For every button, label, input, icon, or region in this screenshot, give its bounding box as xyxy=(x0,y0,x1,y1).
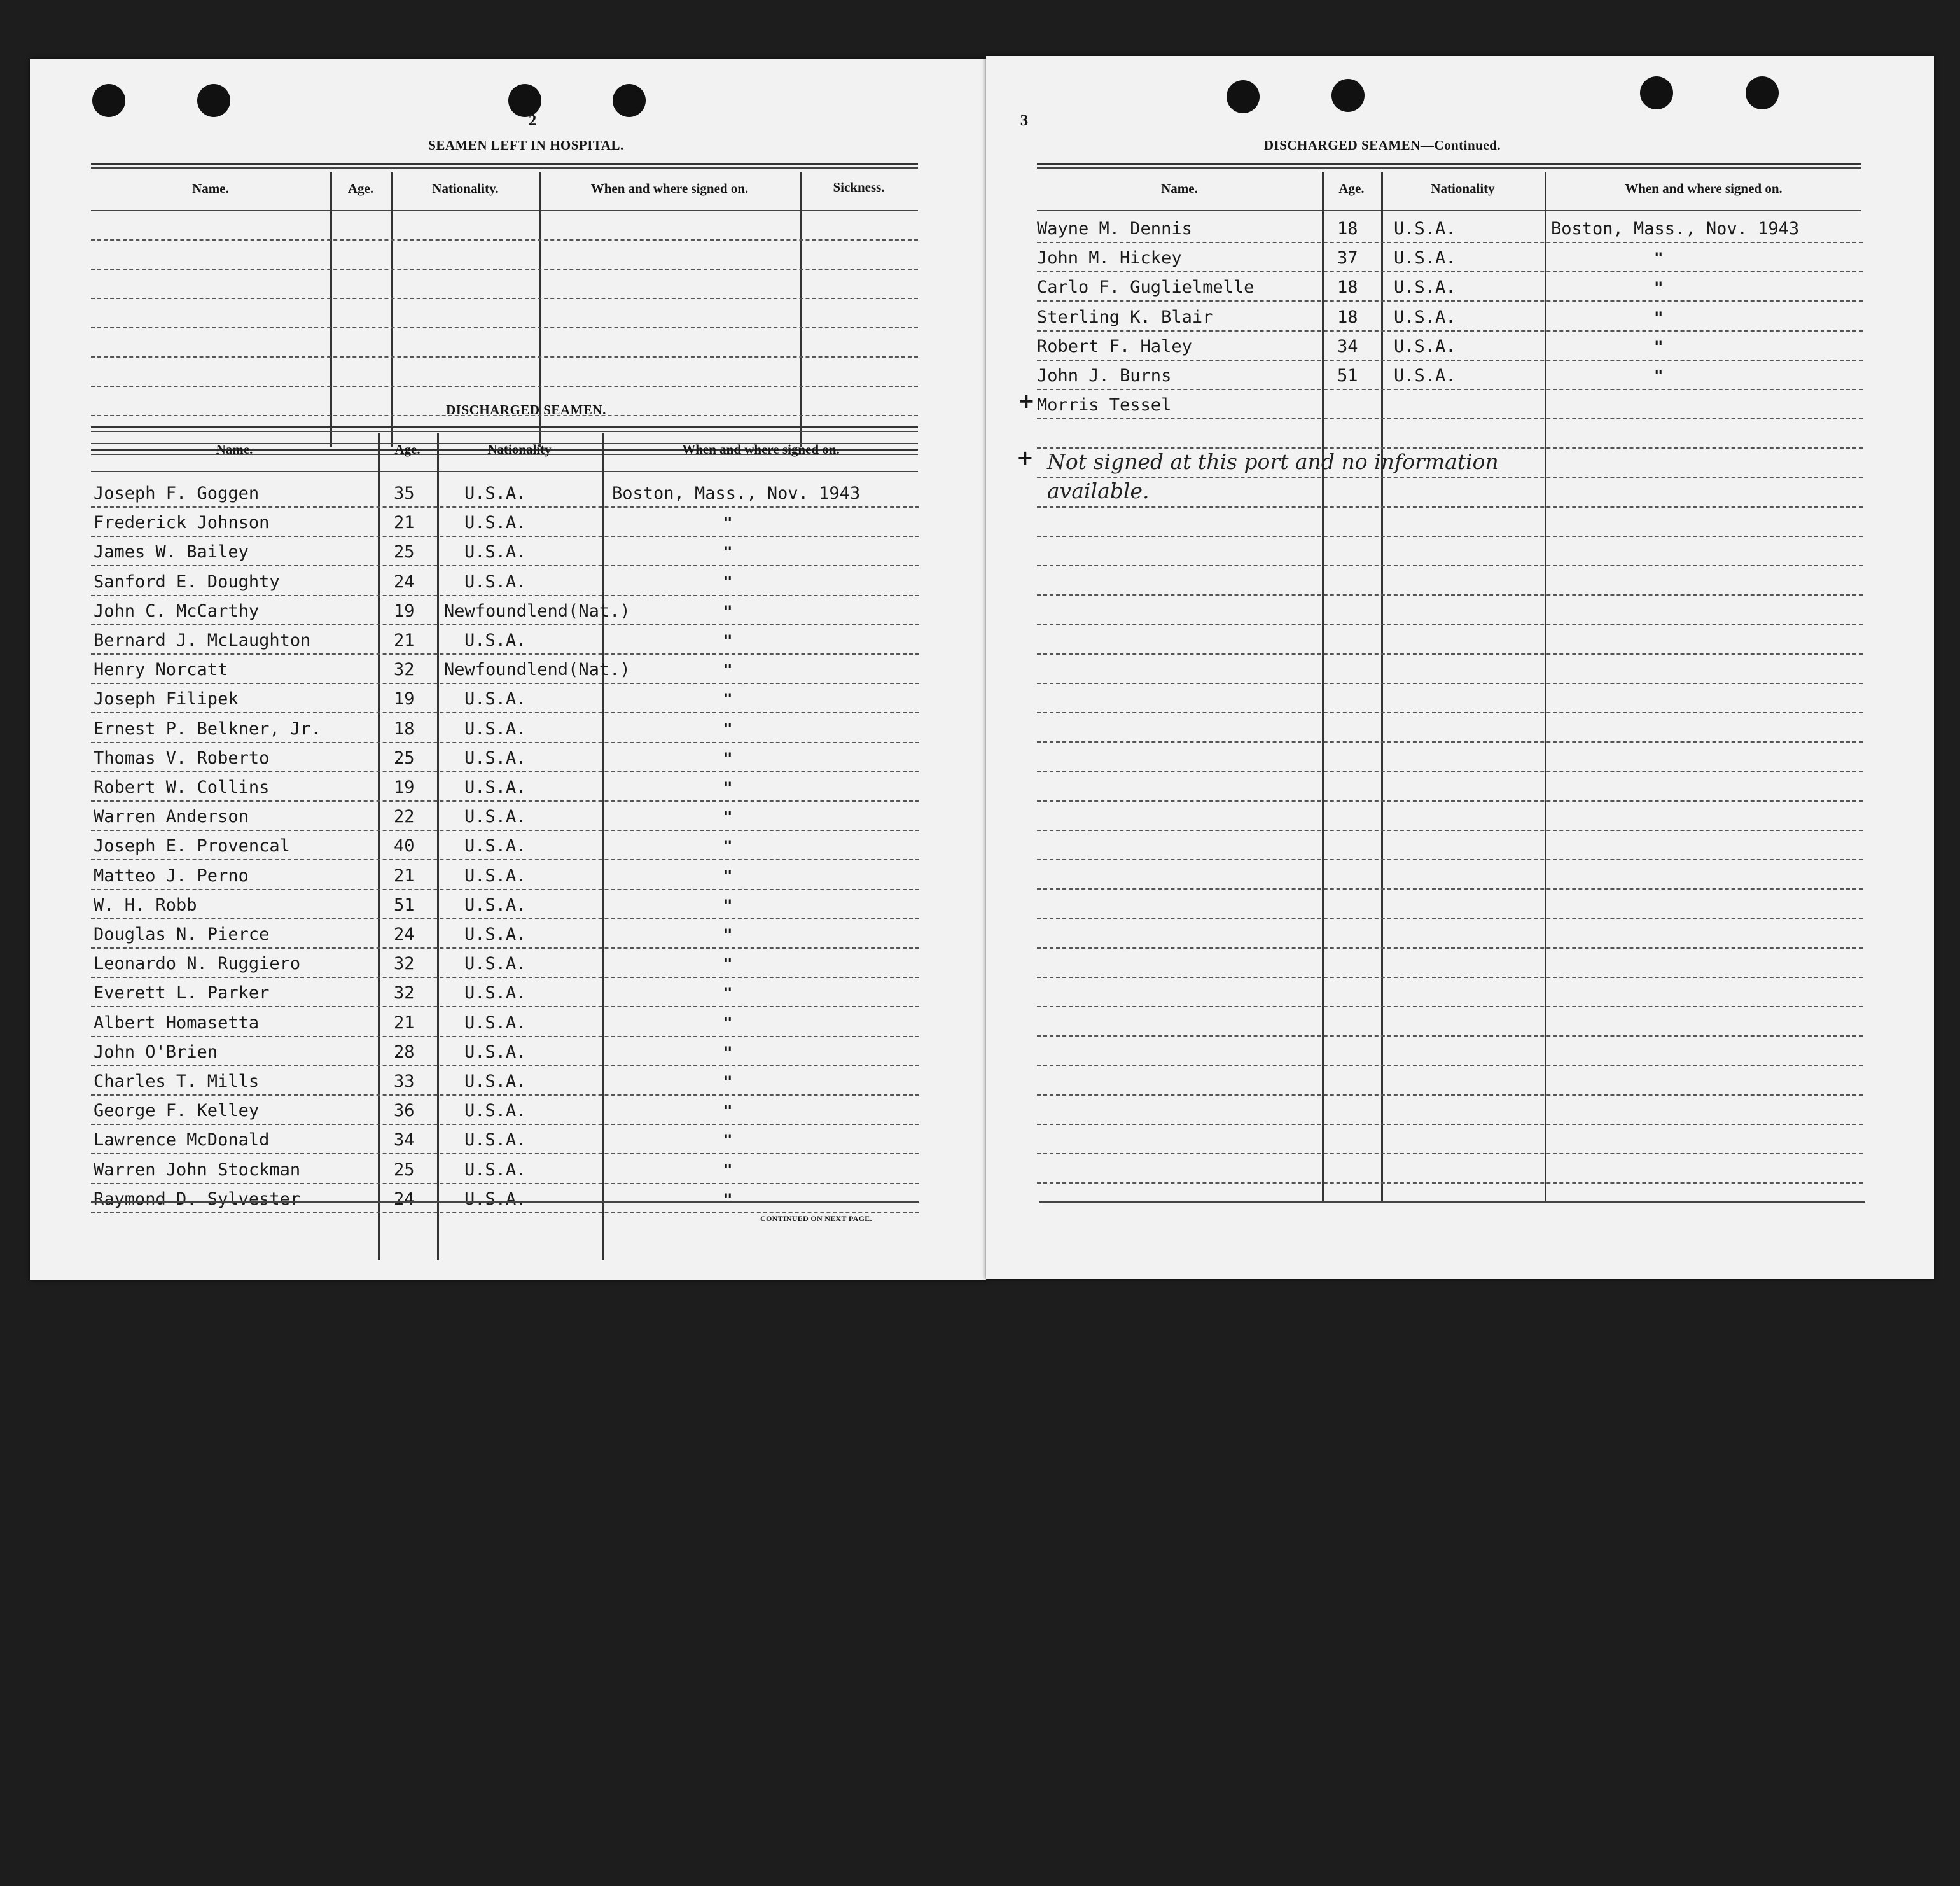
seaman-age: 25 xyxy=(394,748,415,768)
seaman-age: 34 xyxy=(394,1130,415,1150)
table-top-rule xyxy=(1037,163,1861,169)
seaman-age: 18 xyxy=(1337,277,1358,297)
column-divider xyxy=(800,172,802,447)
seaman-nationality: U.S.A. xyxy=(464,1072,527,1091)
seaman-nationality: U.S.A. xyxy=(464,866,527,886)
seaman-name: Leonardo N. Ruggiero xyxy=(94,954,301,974)
row-line xyxy=(1037,418,1863,419)
ditto-mark: " xyxy=(1654,367,1664,385)
ditto-mark: " xyxy=(723,1191,733,1208)
row-line xyxy=(91,565,919,566)
seaman-nationality: Newfoundlend(Nat.) xyxy=(444,660,630,680)
row-line xyxy=(91,1065,919,1066)
row-line xyxy=(91,947,919,949)
ditto-mark: " xyxy=(723,1131,733,1149)
ditto-mark: " xyxy=(723,808,733,826)
seaman-age: 34 xyxy=(1337,337,1358,356)
row-line xyxy=(1037,800,1863,802)
seaman-nationality: U.S.A. xyxy=(464,1130,527,1150)
seaman-name: James W. Bailey xyxy=(94,542,249,562)
seaman-name: Douglas N. Pierce xyxy=(94,925,270,944)
seaman-name: Sanford E. Doughty xyxy=(94,572,280,592)
ditto-mark: " xyxy=(723,955,733,973)
row-line xyxy=(91,1036,919,1037)
row-line xyxy=(91,918,919,919)
header-signed-on: When and where signed on. xyxy=(682,442,840,457)
seaman-age: 18 xyxy=(1337,219,1358,239)
row-line xyxy=(91,712,919,713)
seaman-nationality: U.S.A. xyxy=(1394,248,1456,268)
row-line xyxy=(91,1212,919,1213)
punch-hole xyxy=(92,84,125,117)
ditto-mark: " xyxy=(1654,309,1664,326)
ditto-mark: " xyxy=(723,632,733,650)
discharged-title: DISCHARGED SEAMEN. xyxy=(446,402,606,417)
signed-on: Boston, Mass., Nov. 1943 xyxy=(1551,219,1800,239)
row-line xyxy=(1037,977,1863,978)
row-line xyxy=(91,624,919,625)
seaman-name: Morris Tessel xyxy=(1037,395,1172,415)
seaman-age: 18 xyxy=(1337,307,1358,327)
seaman-nationality: U.S.A. xyxy=(464,513,527,533)
punch-hole xyxy=(1640,76,1673,109)
seaman-age: 19 xyxy=(394,601,415,621)
seaman-age: 32 xyxy=(394,983,415,1003)
seaman-age: 21 xyxy=(394,631,415,650)
page-number: 2 xyxy=(528,112,537,129)
row-line xyxy=(1037,1035,1863,1037)
row-line xyxy=(1037,565,1863,566)
hospital-title: SEAMEN LEFT IN HOSPITAL. xyxy=(428,137,624,153)
row-line xyxy=(1037,389,1863,390)
ditto-mark: " xyxy=(723,1044,733,1061)
ditto-mark: " xyxy=(1654,338,1664,356)
ditto-mark: " xyxy=(723,926,733,944)
seaman-nationality: U.S.A. xyxy=(464,1160,527,1180)
seaman-nationality: U.S.A. xyxy=(464,1013,527,1033)
row-line xyxy=(1037,536,1863,537)
seaman-name: Raymond D. Sylvester xyxy=(94,1189,301,1209)
seaman-name: Wayne M. Dennis xyxy=(1037,219,1192,239)
row-line xyxy=(91,977,919,978)
header-signed-on: When and where signed on. xyxy=(590,181,749,196)
row-line xyxy=(91,536,919,537)
seaman-nationality: U.S.A. xyxy=(464,748,527,768)
seaman-nationality: U.S.A. xyxy=(464,1189,527,1209)
page-number: 3 xyxy=(1020,112,1029,129)
seaman-nationality: U.S.A. xyxy=(464,895,527,915)
seaman-nationality: U.S.A. xyxy=(464,631,527,650)
continued-title: DISCHARGED SEAMEN—Continued. xyxy=(1263,137,1501,153)
ditto-mark: " xyxy=(723,837,733,855)
seaman-age: 21 xyxy=(394,513,415,533)
ditto-mark: " xyxy=(723,779,733,797)
row-line xyxy=(91,771,919,772)
header-name: Name. xyxy=(1161,181,1198,196)
seaman-age: 21 xyxy=(394,1013,415,1033)
blank-row-line xyxy=(91,356,918,358)
header-rule xyxy=(1037,210,1861,211)
seaman-nationality: U.S.A. xyxy=(464,778,527,797)
seaman-name: Warren Anderson xyxy=(94,807,249,827)
seaman-name: Joseph F. Goggen xyxy=(94,484,260,503)
seaman-age: 33 xyxy=(394,1072,415,1091)
row-line xyxy=(1037,1124,1863,1125)
ditto-mark: " xyxy=(723,1102,733,1120)
seaman-nationality: U.S.A. xyxy=(464,983,527,1003)
seaman-name: Charles T. Mills xyxy=(94,1072,260,1091)
row-line xyxy=(1037,271,1863,272)
header-age: Age. xyxy=(347,181,374,196)
punch-hole xyxy=(1331,79,1365,112)
seaman-age: 40 xyxy=(394,836,415,856)
blank-row-line xyxy=(91,298,918,299)
seaman-name: George F. Kelley xyxy=(94,1101,260,1121)
table-bottom-rule xyxy=(1039,1201,1865,1203)
ditto-mark: " xyxy=(723,690,733,708)
column-divider xyxy=(437,433,439,1260)
row-line xyxy=(1037,947,1863,949)
seaman-name: Thomas V. Roberto xyxy=(94,748,270,768)
header-rule xyxy=(91,471,918,472)
row-line xyxy=(1037,683,1863,684)
note-mark: + xyxy=(1017,445,1034,470)
continued-note: CONTINUED ON NEXT PAGE. xyxy=(760,1214,872,1223)
seaman-name: Henry Norcatt xyxy=(94,660,228,680)
row-line xyxy=(1037,300,1863,302)
seaman-nationality: U.S.A. xyxy=(464,572,527,592)
row-line xyxy=(1037,1006,1863,1007)
ditto-mark: " xyxy=(723,720,733,738)
seaman-nationality: U.S.A. xyxy=(464,542,527,562)
row-line xyxy=(1037,242,1863,243)
ditto-mark: " xyxy=(723,984,733,1002)
seaman-age: 22 xyxy=(394,807,415,827)
seaman-age: 32 xyxy=(394,954,415,974)
seaman-name: Joseph E. Provencal xyxy=(94,836,290,856)
seaman-age: 21 xyxy=(394,866,415,886)
entry-mark: + xyxy=(1018,389,1035,413)
seaman-name: Warren John Stockman xyxy=(94,1160,301,1180)
row-line xyxy=(91,1153,919,1154)
row-line xyxy=(91,830,919,831)
row-line xyxy=(1037,830,1863,831)
column-divider xyxy=(1322,172,1324,1203)
ditto-mark: " xyxy=(1654,279,1664,297)
seaman-age: 24 xyxy=(394,925,415,944)
row-line xyxy=(91,1183,919,1184)
header-signed-on: When and where signed on. xyxy=(1625,181,1783,196)
seaman-name: Robert W. Collins xyxy=(94,778,270,797)
header-sickness: Sickness. xyxy=(833,179,885,195)
blank-row-line xyxy=(91,269,918,270)
header-name: Name. xyxy=(192,181,229,196)
header-nationality: Nationality. xyxy=(432,181,499,196)
ditto-mark: " xyxy=(723,1073,733,1091)
ditto-mark: " xyxy=(723,750,733,767)
ditto-mark: " xyxy=(723,1014,733,1032)
row-line xyxy=(91,506,919,508)
ditto-mark: " xyxy=(723,573,733,591)
seaman-name: Everett L. Parker xyxy=(94,983,270,1003)
seaman-age: 37 xyxy=(1337,248,1358,268)
seaman-nationality: U.S.A. xyxy=(464,1101,527,1121)
seaman-age: 19 xyxy=(394,689,415,709)
seaman-nationality: U.S.A. xyxy=(1394,219,1456,239)
column-divider xyxy=(1381,172,1383,1203)
row-line xyxy=(1037,741,1863,743)
header-rule xyxy=(91,210,918,211)
ditto-mark: " xyxy=(723,514,733,532)
seaman-nationality: U.S.A. xyxy=(1394,337,1456,356)
row-line xyxy=(1037,477,1863,478)
row-line xyxy=(1037,859,1863,860)
seaman-age: 28 xyxy=(394,1042,415,1062)
blank-row-line xyxy=(91,239,918,241)
row-line xyxy=(1037,888,1863,890)
ditto-mark: " xyxy=(723,543,733,561)
seaman-name: Joseph Filipek xyxy=(94,689,239,709)
ditto-mark: " xyxy=(723,661,733,679)
seaman-name: Matteo J. Perno xyxy=(94,866,249,886)
row-line xyxy=(91,889,919,890)
seaman-age: 51 xyxy=(1337,366,1358,386)
handwritten-note-line2: available. xyxy=(1047,478,1150,503)
seaman-age: 25 xyxy=(394,1160,415,1180)
row-line xyxy=(91,683,919,684)
table-bottom-rule xyxy=(91,1201,919,1203)
seaman-nationality: U.S.A. xyxy=(1394,366,1456,386)
seaman-nationality: U.S.A. xyxy=(464,954,527,974)
seaman-name: John M. Hickey xyxy=(1037,248,1182,268)
seaman-age: 35 xyxy=(394,484,415,503)
row-line xyxy=(1037,447,1863,449)
row-line xyxy=(91,1006,919,1007)
seaman-nationality: U.S.A. xyxy=(464,807,527,827)
seaman-nationality: U.S.A. xyxy=(464,719,527,739)
row-line xyxy=(1037,771,1863,772)
row-line xyxy=(91,742,919,743)
seaman-name: Bernard J. McLaughton xyxy=(94,631,311,650)
row-line xyxy=(1037,360,1863,361)
row-line xyxy=(1037,506,1863,508)
row-line xyxy=(1037,1182,1863,1184)
seaman-age: 25 xyxy=(394,542,415,562)
handwritten-note-line1: Not signed at this port and no information xyxy=(1047,449,1499,474)
left-page xyxy=(30,59,986,1280)
seaman-age: 51 xyxy=(394,895,415,915)
row-line xyxy=(91,653,919,655)
header-name: Name. xyxy=(216,442,253,457)
table-top-rule xyxy=(91,426,918,432)
seaman-age: 36 xyxy=(394,1101,415,1121)
seaman-nationality: Newfoundlend(Nat.) xyxy=(444,601,630,621)
row-line xyxy=(1037,624,1863,625)
row-line xyxy=(1037,1153,1863,1154)
punch-hole xyxy=(613,84,646,117)
seaman-age: 32 xyxy=(394,660,415,680)
row-line xyxy=(1037,653,1863,655)
seaman-nationality: U.S.A. xyxy=(464,484,527,503)
ditto-mark: " xyxy=(723,867,733,885)
seaman-name: Carlo F. Guglielmelle xyxy=(1037,277,1255,297)
seaman-name: Robert F. Haley xyxy=(1037,337,1192,356)
column-divider xyxy=(602,433,604,1260)
ditto-mark: " xyxy=(1654,249,1664,267)
row-line xyxy=(91,1094,919,1096)
blank-row-line xyxy=(91,327,918,328)
punch-hole xyxy=(197,84,230,117)
seaman-nationality: U.S.A. xyxy=(1394,277,1456,297)
row-line xyxy=(91,595,919,596)
seaman-nationality: U.S.A. xyxy=(464,689,527,709)
seaman-age: 18 xyxy=(394,719,415,739)
column-divider xyxy=(1545,172,1546,1203)
seaman-name: John C. McCarthy xyxy=(94,601,260,621)
ditto-mark: " xyxy=(723,603,733,620)
right-page xyxy=(986,56,1934,1279)
seaman-age: 24 xyxy=(394,572,415,592)
header-nationality: Nationality xyxy=(487,442,552,457)
seaman-name: Ernest P. Belkner, Jr. xyxy=(94,719,321,739)
seaman-name: Frederick Johnson xyxy=(94,513,270,533)
row-line xyxy=(1037,594,1863,596)
seaman-nationality: U.S.A. xyxy=(1394,307,1456,327)
seaman-name: W. H. Robb xyxy=(94,895,197,915)
blank-row-line xyxy=(91,386,918,387)
seaman-name: Albert Homasetta xyxy=(94,1013,260,1033)
seaman-age: 24 xyxy=(394,1189,415,1209)
seaman-nationality: U.S.A. xyxy=(464,925,527,944)
ditto-mark: " xyxy=(723,897,733,914)
row-line xyxy=(91,859,919,860)
row-line xyxy=(1037,918,1863,919)
table-top-rule xyxy=(91,163,918,169)
seaman-name: Lawrence McDonald xyxy=(94,1130,270,1150)
header-nationality: Nationality xyxy=(1431,181,1495,196)
row-line xyxy=(1037,712,1863,713)
ditto-mark: " xyxy=(723,1161,733,1179)
row-line xyxy=(91,800,919,802)
row-line xyxy=(1037,1065,1863,1066)
row-line xyxy=(1037,330,1863,332)
seaman-nationality: U.S.A. xyxy=(464,1042,527,1062)
header-age: Age. xyxy=(1338,181,1365,196)
header-age: Age. xyxy=(394,442,420,457)
row-line xyxy=(1037,1094,1863,1096)
seaman-name: John O'Brien xyxy=(94,1042,218,1062)
seaman-nationality: U.S.A. xyxy=(464,836,527,856)
seaman-name: John J. Burns xyxy=(1037,366,1172,386)
column-divider xyxy=(378,433,380,1260)
punch-hole xyxy=(1227,80,1260,113)
punch-hole xyxy=(1746,76,1779,109)
row-line xyxy=(91,1124,919,1125)
seaman-name: Sterling K. Blair xyxy=(1037,307,1213,327)
seaman-age: 19 xyxy=(394,778,415,797)
signed-on: Boston, Mass., Nov. 1943 xyxy=(612,484,861,503)
